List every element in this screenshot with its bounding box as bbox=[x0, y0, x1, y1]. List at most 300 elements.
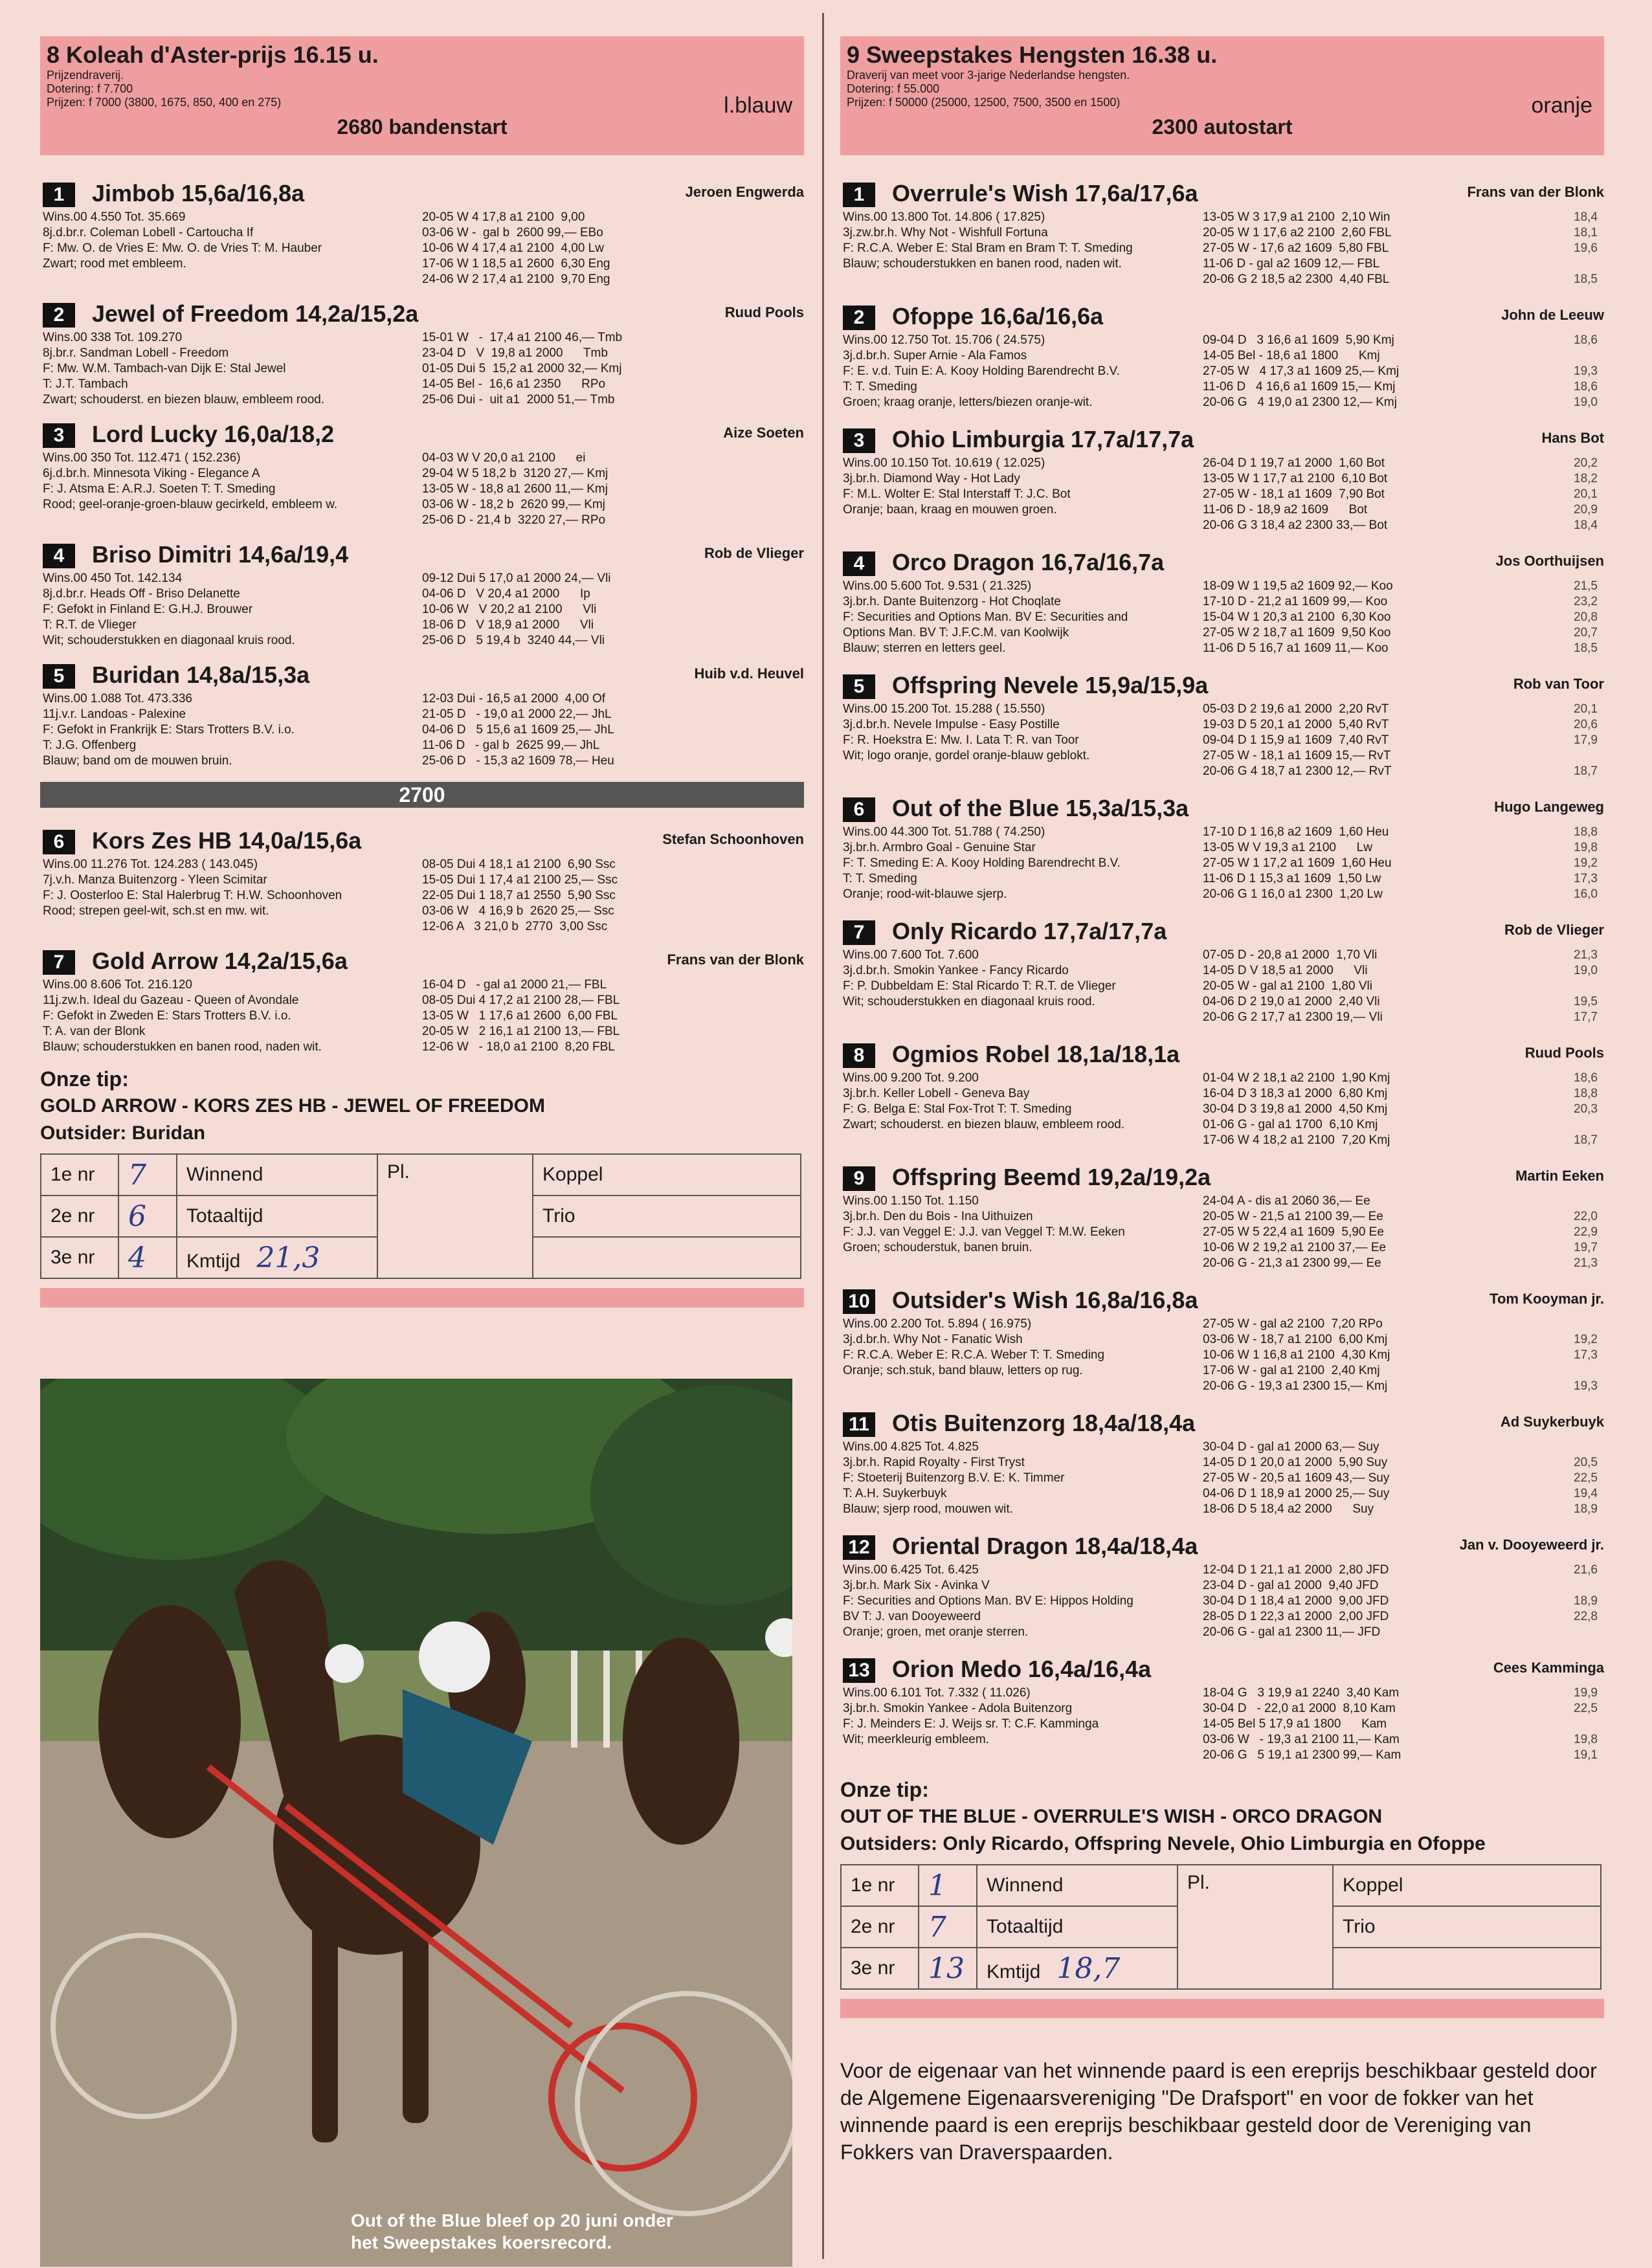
horse-entry bbox=[40, 655, 804, 775]
driver-name: Tom Kooyman jr. bbox=[1490, 1291, 1604, 1307]
speed-value: 18,6 bbox=[1574, 380, 1598, 394]
history-line: 27-05 W 4 17,3 a1 1609 25,— Kmj bbox=[1203, 364, 1400, 378]
driver-name: Hugo Langeweg bbox=[1494, 799, 1604, 815]
speed-value: 17,9 bbox=[1574, 733, 1598, 747]
driver-name: Frans van der Blonk bbox=[1467, 184, 1604, 200]
speed-value: 20,9 bbox=[1574, 503, 1598, 517]
history-line: 20-06 G - 21,3 a1 2300 99,— Ee bbox=[1203, 1256, 1381, 1270]
horse-number: 2 bbox=[843, 306, 875, 330]
horse-info bbox=[43, 857, 431, 919]
km-speeds bbox=[1574, 579, 1598, 656]
handwritten-second[interactable]: 7 bbox=[919, 1906, 977, 1948]
horse-info bbox=[843, 825, 1205, 902]
info-line: F: J.J. van Veggel E: J.J. van Veggel T: M.W. Eeken bbox=[843, 1225, 1125, 1239]
result-col-label: Winnend bbox=[177, 1154, 377, 1195]
race-history bbox=[1203, 1685, 1401, 1763]
horse-number: 11 bbox=[843, 1412, 875, 1437]
info-line: Options Man. BV T: J.F.C.M. van Koolwijk bbox=[843, 626, 1069, 639]
info-line: Rood; strepen geel-wit, sch.st en mw. wit. bbox=[43, 904, 269, 918]
driver-name: Martin Eeken bbox=[1515, 1168, 1604, 1184]
history-line: 13-05 W V 19,3 a1 2100 Lw bbox=[1203, 841, 1372, 854]
history-line: 09-12 Dui 5 17,0 a1 2000 24,— Vli bbox=[422, 572, 611, 585]
km-speeds bbox=[1574, 825, 1598, 902]
speed-value: 18,5 bbox=[1574, 272, 1598, 286]
info-line: 3j.br.h. Diamond Way - Hot Lady bbox=[843, 472, 1020, 485]
history-line: 01-04 W 2 18,1 a2 2100 1,90 Kmj bbox=[1203, 1071, 1390, 1085]
horse-number: 13 bbox=[843, 1658, 875, 1683]
history-line: 14-05 D V 18,5 a1 2000 Vli bbox=[1203, 964, 1368, 977]
history-line: 20-05 W 1 17,6 a2 2100 2,60 FBL bbox=[1203, 226, 1392, 239]
horse-number: 3 bbox=[843, 428, 875, 453]
history-line: 28-05 D 1 22,3 a1 2000 2,00 JFD bbox=[1203, 1610, 1389, 1623]
result-col-label: Totaaltijd bbox=[177, 1195, 377, 1237]
history-line: 22-05 Dui 1 18,7 a1 2550 5,90 Ssc bbox=[422, 889, 616, 902]
race-history bbox=[422, 450, 608, 528]
driver-name: Stefan Schoonhoven bbox=[662, 831, 804, 847]
info-line: T: A. van der Blonk bbox=[43, 1025, 146, 1038]
history-line: 10-06 W 4 17,4 a1 2100 4,00 Lw bbox=[422, 241, 604, 255]
info-line: 8j.d.br.r. Heads Off - Briso Delanette bbox=[43, 587, 240, 601]
speed-value: 19,7 bbox=[1574, 1241, 1598, 1254]
info-line: Oranje; sch.stuk, band blauw, letters op rug. bbox=[843, 1364, 1083, 1377]
history-line: 09-04 D 1 15,9 a1 1609 7,40 RvT bbox=[1203, 733, 1389, 747]
horse-name: Ogmios Robel 18,1a/18,1a bbox=[892, 1041, 1180, 1067]
info-line: Wins.00 1.150 Tot. 1.150 bbox=[843, 1194, 979, 1208]
km-speeds bbox=[1574, 948, 1598, 1025]
horse-number: 5 bbox=[843, 674, 875, 699]
info-line: Blauw; schouderstukken en banen rood, naden wit. bbox=[43, 1040, 322, 1054]
speed-value: 18,6 bbox=[1574, 1071, 1598, 1085]
horse-name: Offspring Beemd 19,2a/19,2a bbox=[892, 1164, 1211, 1190]
speed-value bbox=[1574, 1578, 1598, 1594]
horse-name: Orco Dragon 16,7a/16,7a bbox=[892, 549, 1165, 575]
race-conditions bbox=[47, 69, 281, 109]
history-line: 08-05 Dui 4 18,1 a1 2100 6,90 Ssc bbox=[422, 858, 616, 871]
outsider-text: Outsiders: Only Ricardo, Offspring Nevele, Ohio Limburgia en Ofoppe bbox=[840, 1833, 1486, 1854]
horse-entry bbox=[840, 1526, 1604, 1649]
race-9-column bbox=[840, 0, 1604, 2166]
speed-value: 18,8 bbox=[1574, 825, 1598, 839]
history-line: 14-05 Bel 5 17,9 a1 1800 Kam bbox=[1203, 1717, 1387, 1731]
info-line: Wins.00 338 Tot. 109.270 bbox=[43, 331, 183, 344]
horse-entry bbox=[40, 173, 804, 294]
speed-value: 20,6 bbox=[1574, 718, 1598, 731]
result-row-label: 1e nr bbox=[41, 1154, 118, 1195]
history-line: 17-06 W - gal a1 2100 2,40 Kmj bbox=[1203, 1364, 1380, 1377]
speed-value: 20,2 bbox=[1574, 456, 1598, 470]
driver-name: Huib v.d. Heuvel bbox=[694, 665, 804, 682]
info-line: Wins.00 10.150 Tot. 10.619 ( 12.025) bbox=[843, 456, 1045, 470]
speed-value: 19,0 bbox=[1574, 964, 1598, 977]
horse-number: 1 bbox=[843, 183, 875, 207]
info-line: Wins.00 350 Tot. 112.471 ( 152.236) bbox=[43, 451, 241, 465]
info-line: F: P. Dubbeldam E: Stal Ricardo T: R.T. de Vlieger bbox=[843, 979, 1116, 993]
speed-value: 18,9 bbox=[1574, 1594, 1598, 1608]
race-history bbox=[1203, 456, 1387, 533]
history-line: 13-05 W 1 17,6 a1 2600 6,00 FBL bbox=[422, 1009, 618, 1023]
info-line: 3j.d.br.h. Why Not - Fanatic Wish bbox=[843, 1333, 1023, 1346]
speed-value: 18,7 bbox=[1574, 1133, 1598, 1147]
info-line: Wit; logo oranje, gordel oranje-blauw geblokt. bbox=[843, 749, 1090, 762]
info-line: 8j.br.r. Sandman Lobell - Freedom bbox=[43, 346, 229, 360]
race-color: l.blauw bbox=[724, 93, 792, 118]
info-line: T: J.G. Offenberg bbox=[43, 739, 137, 752]
history-line: 27-05 W - gal a2 2100 7,20 RPo bbox=[1203, 1317, 1383, 1331]
horse-entry bbox=[840, 296, 1604, 419]
speed-value: 18,2 bbox=[1574, 472, 1598, 485]
speed-value: 23,2 bbox=[1574, 595, 1598, 608]
history-line: 23-04 D V 19,8 a1 2000 Tmb bbox=[422, 346, 608, 360]
history-line: 20-05 W - 21,5 a1 2100 39,— Ee bbox=[1203, 1210, 1383, 1223]
horse-name: Overrule's Wish 17,6a/17,6a bbox=[892, 180, 1198, 206]
history-line: 08-05 Dui 4 17,2 a1 2100 28,— FBL bbox=[422, 994, 620, 1007]
speed-value: 19,1 bbox=[1574, 1748, 1598, 1762]
result-col-label: Totaaltijd bbox=[977, 1906, 1178, 1948]
result-empty bbox=[1333, 1948, 1601, 1989]
race-history bbox=[422, 571, 611, 649]
info-line: F: Gefokt in Zweden E: Stars Trotters B.V. i.o. bbox=[43, 1009, 291, 1023]
speed-value: 19,3 bbox=[1574, 364, 1598, 378]
info-line: T: T. Smeding bbox=[843, 872, 917, 885]
history-line: 20-05 W 2 16,1 a1 2100 13,— FBL bbox=[422, 1025, 620, 1038]
driver-name: Ruud Pools bbox=[1524, 1045, 1604, 1061]
horse-entry bbox=[40, 414, 804, 535]
horse-entry bbox=[40, 294, 804, 414]
history-line: 16-04 D - gal a1 2000 21,— FBL bbox=[422, 978, 607, 992]
horse-info bbox=[843, 456, 1205, 518]
handwritten-first[interactable]: 1 bbox=[919, 1865, 977, 1906]
history-line: 18-06 D V 18,9 a1 2000 Vli bbox=[422, 618, 594, 632]
history-line: 30-04 D 1 18,4 a1 2000 9,00 JFD bbox=[1203, 1594, 1389, 1608]
history-line: 15-01 W - 17,4 a1 2100 46,— Tmb bbox=[422, 331, 623, 344]
speed-value: 21,6 bbox=[1574, 1563, 1598, 1577]
info-line: F: Gefokt in Finland E: G.H.J. Brouwer bbox=[43, 603, 253, 616]
speed-value bbox=[1574, 1117, 1598, 1133]
driver-name: Jeroen Engwerda bbox=[685, 184, 804, 200]
result-row-label: 3e nr bbox=[41, 1237, 118, 1278]
kmtijd-label: Kmtijd bbox=[987, 1961, 1041, 1983]
info-line: Wins.00 6.425 Tot. 6.425 bbox=[843, 1563, 979, 1577]
horse-name: Jewel of Freedom 14,2a/15,2a bbox=[92, 300, 419, 327]
history-line: 30-04 D 3 19,8 a1 2000 4,50 Kmj bbox=[1203, 1102, 1388, 1116]
driver-name: Rob van Toor bbox=[1513, 676, 1604, 692]
history-line: 11-06 D 1 15,3 a1 1609 1,50 Lw bbox=[1203, 872, 1381, 885]
info-line: F: R.C.A. Weber E: Stal Bram en Bram T: T. Smeding bbox=[843, 241, 1133, 255]
history-line: 29-04 W 5 18,2 b 3120 27,— Kmj bbox=[422, 467, 608, 480]
speed-value: 22,9 bbox=[1574, 1225, 1598, 1239]
speed-value: 18,6 bbox=[1574, 333, 1598, 347]
speed-value: 20,8 bbox=[1574, 610, 1598, 624]
history-line: 12-03 Dui - 16,5 a1 2000 4,00 Of bbox=[422, 692, 606, 706]
history-line: 25-06 D - 21,4 b 3220 27,— RPo bbox=[422, 513, 606, 527]
history-line: 04-06 D 2 19,0 a1 2000 2,40 Vli bbox=[1203, 995, 1380, 1008]
driver-name: Jos Oorthuijsen bbox=[1495, 553, 1604, 569]
info-line: Rood; geel-oranje-groen-blauw gecirkeld, embleem w. bbox=[43, 498, 338, 511]
info-line: T: J.T. Tambach bbox=[43, 377, 128, 391]
race-history bbox=[1203, 1194, 1386, 1271]
km-speeds bbox=[1574, 333, 1598, 410]
km-speeds bbox=[1574, 1685, 1598, 1763]
history-line: 19-03 D 5 20,1 a1 2000 5,40 RvT bbox=[1203, 718, 1389, 731]
speed-value: 20,7 bbox=[1574, 626, 1598, 639]
info-line: F: J. Meinders E: J. Weijs sr. T: C.F. Kamminga bbox=[843, 1717, 1099, 1731]
info-line: Wins.00 5.600 Tot. 9.531 ( 21.325) bbox=[843, 579, 1032, 593]
horse-info bbox=[43, 330, 431, 408]
info-line: F: J. Atsma E: A.R.J. Soeten T: T. Smeding bbox=[43, 482, 276, 496]
speed-value: 22,5 bbox=[1574, 1471, 1598, 1485]
speed-value: 17,3 bbox=[1574, 1348, 1598, 1362]
speed-value: 18,4 bbox=[1574, 518, 1598, 532]
history-line: 10-06 W V 20,2 a1 2100 Vli bbox=[422, 603, 597, 616]
race-history bbox=[1203, 210, 1392, 287]
history-line: 27-05 W - 18,1 a1 1609 7,90 Bot bbox=[1203, 487, 1385, 501]
history-line: 17-10 D - 21,2 a1 1609 99,— Koo bbox=[1203, 595, 1388, 608]
history-line: 09-04 D 3 16,6 a1 1609 5,90 Kmj bbox=[1203, 333, 1394, 347]
history-line: 03-06 W - 18,2 b 2620 99,— Kmj bbox=[422, 498, 606, 511]
info-line: Wins.00 12.750 Tot. 15.706 ( 24.575) bbox=[843, 333, 1045, 347]
horse-info bbox=[843, 1317, 1205, 1379]
race-history bbox=[1203, 948, 1383, 1025]
race-color: oranje bbox=[1531, 93, 1592, 118]
info-line: Groen; kraag oranje, letters/biezen oranje-wit. bbox=[843, 395, 1093, 409]
driver-name: Aize Soeten bbox=[723, 425, 804, 441]
info-line: Blauw; sjerp rood, mouwen wit. bbox=[843, 1502, 1013, 1516]
history-line: 25-06 D - 15,3 a2 1609 78,— Heu bbox=[422, 754, 614, 768]
info-line: F: E. v.d. Tuin E: A. Kooy Holding Barendrecht B.V. bbox=[843, 364, 1120, 378]
history-line: 14-05 Bel - 16,6 a1 2350 RPo bbox=[422, 377, 606, 391]
speed-value: 19,2 bbox=[1574, 856, 1598, 870]
info-line: Groen; schouderstuk, banen bruin. bbox=[843, 1241, 1032, 1254]
horse-number: 10 bbox=[843, 1289, 875, 1314]
horse-number: 3 bbox=[43, 423, 75, 448]
speed-value: 22,5 bbox=[1574, 1702, 1598, 1715]
history-line: 15-04 W 1 20,3 a1 2100 6,30 Koo bbox=[1203, 610, 1391, 624]
history-line: 20-06 G 4 19,0 a1 2300 12,— Kmj bbox=[1203, 395, 1397, 409]
speed-value: 19,4 bbox=[1574, 1487, 1598, 1500]
history-line: 20-06 G 2 18,5 a2 2300 4,40 FBL bbox=[1203, 272, 1390, 286]
info-line: Wins.00 6.101 Tot. 7.332 ( 11.026) bbox=[843, 1686, 1031, 1700]
speed-value bbox=[1574, 979, 1598, 994]
info-line: F: R.C.A. Weber E: R.C.A. Weber T: T. Smeding bbox=[843, 1348, 1105, 1362]
handwritten-kmtijd[interactable]: 21,3 bbox=[256, 1241, 320, 1274]
result-empty bbox=[533, 1237, 801, 1278]
info-line: Wins.00 15.200 Tot. 15.288 ( 15.550) bbox=[843, 702, 1045, 716]
horse-entry bbox=[840, 665, 1604, 788]
horse-entry bbox=[840, 911, 1604, 1034]
history-line: 12-06 A 3 21,0 b 2770 3,00 Ssc bbox=[422, 920, 608, 933]
history-line: 11-06 D 5 16,7 a1 1609 11,— Koo bbox=[1203, 641, 1389, 655]
speed-value: 18,8 bbox=[1574, 1087, 1598, 1100]
history-line: 04-03 W V 20,0 a1 2100 ei bbox=[422, 451, 586, 465]
speed-value: 18,5 bbox=[1574, 641, 1598, 655]
horse-name: Orion Medo 16,4a/16,4a bbox=[892, 1656, 1152, 1682]
info-line: Blauw; sterren en letters geel. bbox=[843, 641, 1006, 655]
km-speeds bbox=[1574, 210, 1598, 287]
result-table bbox=[40, 1153, 801, 1279]
info-line: Zwart; schouderst. en biezen blauw, embleem rood. bbox=[843, 1118, 1125, 1131]
horse-info bbox=[843, 1562, 1205, 1640]
result-koppel: Koppel bbox=[533, 1154, 801, 1195]
driver-name: Jan v. Dooyeweerd jr. bbox=[1459, 1537, 1604, 1553]
race-prizes: Prijzen: f 50000 (25000, 12500, 7500, 3500 en 1500) bbox=[847, 96, 1121, 109]
info-line: F: M.L. Wolter E: Stal Interstaff T: J.C. Bot bbox=[843, 487, 1071, 501]
result-pl: Pl. bbox=[377, 1154, 533, 1278]
race-8-column bbox=[40, 0, 804, 2267]
driver-name: John de Leeuw bbox=[1501, 307, 1604, 323]
horse-info bbox=[843, 579, 1205, 656]
horse-entry bbox=[40, 535, 804, 655]
footer-text: Voor de eigenaar van het winnende paard is een ereprijs beschikbaar gesteld door de Algemene Eigenaarsvereniging "De Drafsport" en voor de fokker van het winnende paard is een ereprijs beschikbaar gesteld door de Vereniging van Fokkers van Draverspaarden. bbox=[840, 2059, 1597, 2164]
info-line: T: R.T. de Vlieger bbox=[43, 618, 137, 632]
info-line: F: Gefokt in Frankrijk E: Stars Trotters B.V. i.o. bbox=[43, 723, 295, 737]
speed-value: 21,3 bbox=[1574, 948, 1598, 962]
horse-list bbox=[840, 173, 1604, 1772]
driver-name: Cees Kamminga bbox=[1493, 1660, 1604, 1676]
horse-name: Lord Lucky 16,0a/18,2 bbox=[92, 421, 335, 447]
speed-value: 21,3 bbox=[1574, 1256, 1598, 1270]
driver-name: Rob de Vlieger bbox=[704, 545, 804, 561]
info-line: Blauw; band om de mouwen bruin. bbox=[43, 754, 232, 768]
history-line: 12-06 W - 18,0 a1 2100 8,20 FBL bbox=[422, 1040, 615, 1054]
horse-entry bbox=[840, 788, 1604, 911]
info-line: Wins.00 1.088 Tot. 473.336 bbox=[43, 692, 192, 706]
info-line: 3j.zw.br.h. Why Not - Wishfull Fortuna bbox=[843, 226, 1048, 239]
horse-info bbox=[43, 210, 431, 272]
horse-name: Briso Dimitri 14,6a/19,4 bbox=[92, 541, 349, 568]
info-line: 3j.d.br.h. Super Arnie - Ala Famos bbox=[843, 349, 1027, 362]
handwritten-kmtijd[interactable]: 18,7 bbox=[1056, 1951, 1121, 1985]
race-history bbox=[1203, 1440, 1389, 1517]
driver-name: Frans van der Blonk bbox=[667, 951, 804, 968]
history-line: 05-03 D 2 19,6 a1 2000 2,20 RvT bbox=[1203, 702, 1389, 716]
pink-divider bbox=[840, 1999, 1604, 2018]
info-line: F: Securities and Options Man. BV E: Hippos Holding bbox=[843, 1594, 1133, 1608]
result-table bbox=[840, 1864, 1602, 1990]
horse-info bbox=[843, 1685, 1205, 1748]
handwritten-third[interactable]: 4 bbox=[118, 1237, 177, 1278]
history-line: 10-06 W 2 19,2 a1 2100 37,— Ee bbox=[1203, 1241, 1387, 1254]
speed-value: 19,2 bbox=[1574, 1333, 1598, 1346]
tip-block bbox=[840, 1776, 1604, 1858]
history-line: 11-06 D - gal a2 1609 12,— FBL bbox=[1203, 257, 1380, 271]
race-photo bbox=[40, 1379, 792, 2267]
history-line: 20-05 W 4 17,8 a1 2100 9,00 bbox=[422, 210, 585, 224]
result-col-label bbox=[977, 1948, 1178, 1989]
history-line: 01-06 G - gal a1 1700 6,10 Kmj bbox=[1203, 1118, 1378, 1131]
horse-number: 8 bbox=[843, 1043, 875, 1068]
history-line: 07-05 D - 20,8 a1 2000 1,70 Vli bbox=[1203, 948, 1378, 962]
result-trio: Trio bbox=[533, 1195, 801, 1237]
history-line: 16-04 D 3 18,3 a1 2000 6,80 Kmj bbox=[1203, 1087, 1388, 1100]
history-line: 20-06 G 5 19,1 a1 2300 99,— Kam bbox=[1203, 1748, 1401, 1762]
race-history bbox=[1203, 579, 1393, 656]
history-line: 18-04 G 3 19,9 a1 2240 3,40 Kam bbox=[1203, 1686, 1400, 1700]
history-line: 15-05 Dui 1 17,4 a1 2100 25,— Ssc bbox=[422, 873, 618, 887]
horse-entry bbox=[840, 1034, 1604, 1157]
race-history bbox=[1203, 702, 1392, 779]
handwritten-third[interactable]: 13 bbox=[919, 1948, 977, 1989]
result-koppel: Koppel bbox=[1333, 1865, 1601, 1906]
caption-line-1: Out of the Blue bleef op 20 juni onder bbox=[351, 2210, 673, 2230]
horse-number: 9 bbox=[843, 1166, 875, 1191]
race-history bbox=[422, 210, 610, 287]
driver-name: Ruud Pools bbox=[724, 304, 804, 320]
km-speeds bbox=[1574, 702, 1598, 779]
info-line: 3j.br.h. Rapid Royalty - First Tryst bbox=[843, 1456, 1025, 1469]
info-line: Wins.00 8.606 Tot. 216.120 bbox=[43, 978, 192, 992]
history-line: 20-06 G - gal a1 2300 11,— JFD bbox=[1203, 1625, 1381, 1639]
history-line: 12-04 D 1 21,1 a1 2000 2,80 JFD bbox=[1203, 1563, 1389, 1577]
speed-value: 22,8 bbox=[1574, 1610, 1598, 1623]
info-line: Wit; schouderstukken en diagonaal kruis rood. bbox=[43, 634, 295, 647]
horse-number: 4 bbox=[843, 551, 875, 576]
race-history bbox=[422, 977, 620, 1055]
race-history bbox=[1203, 1562, 1389, 1640]
race-history bbox=[422, 691, 614, 769]
horse-number: 1 bbox=[43, 183, 75, 207]
horse-info bbox=[43, 691, 431, 769]
horse-name: Ofoppe 16,6a/16,6a bbox=[892, 303, 1104, 329]
info-line: 3j.br.h. Keller Lobell - Geneva Bay bbox=[843, 1087, 1030, 1100]
race-history bbox=[1203, 825, 1392, 902]
info-line: Wins.00 4.550 Tot. 35.669 bbox=[43, 210, 186, 224]
horse-entry bbox=[840, 542, 1604, 665]
horse-info bbox=[843, 1440, 1205, 1517]
history-line: 03-06 W - 19,3 a1 2100 11,— Kam bbox=[1203, 1733, 1400, 1746]
info-line: Oranje; groen, met oranje sterren. bbox=[843, 1625, 1029, 1639]
info-line: Wins.00 11.276 Tot. 124.283 ( 143.045) bbox=[43, 858, 258, 871]
driver-name: Ad Suykerbuyk bbox=[1500, 1414, 1604, 1430]
history-line: 24-04 A - dis a1 2060 36,— Ee bbox=[1203, 1194, 1370, 1208]
info-line: 3j.br.h. Armbro Goal - Genuine Star bbox=[843, 841, 1036, 854]
handwritten-second[interactable]: 6 bbox=[118, 1195, 177, 1237]
info-line: F: G. Belga E: Stal Fox-Trot T: T. Smeding bbox=[843, 1102, 1072, 1116]
info-line: Zwart; schouderst. en biezen blauw, embleem rood. bbox=[43, 393, 325, 406]
handwritten-first[interactable]: 7 bbox=[118, 1154, 177, 1195]
km-speeds bbox=[1574, 1562, 1598, 1640]
horse-name: Out of the Blue 15,3a/15,3a bbox=[892, 795, 1189, 821]
history-line: 20-06 G 1 16,0 a1 2300 1,20 Lw bbox=[1203, 887, 1383, 901]
info-line: 3j.d.br.h. Smokin Yankee - Fancy Ricardo bbox=[843, 964, 1069, 977]
horse-number: 6 bbox=[43, 830, 75, 854]
history-line: 11-06 D - 18,9 a2 1609 Bot bbox=[1203, 503, 1368, 517]
race-title: 9 Sweepstakes Hengsten 16.38 u. bbox=[847, 41, 1218, 68]
horse-number: 2 bbox=[43, 303, 75, 328]
horse-info bbox=[43, 977, 431, 1055]
horse-number: 6 bbox=[843, 797, 875, 822]
speed-value bbox=[1574, 1625, 1598, 1640]
horse-entry bbox=[840, 1280, 1604, 1403]
horse-info bbox=[843, 1194, 1205, 1256]
history-line: 20-06 G - 19,3 a1 2300 15,— Kmj bbox=[1203, 1379, 1388, 1393]
history-line: 27-05 W - 17,6 a2 1609 5,80 FBL bbox=[1203, 241, 1389, 255]
history-line: 20-06 G 3 18,4 a2 2300 33,— Bot bbox=[1203, 518, 1388, 532]
history-line: 26-04 D 1 19,7 a1 2000 1,60 Bot bbox=[1203, 456, 1385, 470]
info-line: Zwart; rood met embleem. bbox=[43, 257, 186, 271]
horse-info bbox=[843, 333, 1205, 410]
info-line: F: R. Hoekstra E: Mw. I. Lata T: R. van Toor bbox=[843, 733, 1079, 747]
horse-name: Oriental Dragon 18,4a/18,4a bbox=[892, 1533, 1198, 1559]
tip-block bbox=[40, 1065, 804, 1147]
speed-value: 20,3 bbox=[1574, 1102, 1598, 1116]
horse-list bbox=[40, 173, 804, 775]
speed-value: 20,5 bbox=[1574, 1456, 1598, 1469]
history-line: 27-05 W 5 22,4 a1 1609 5,90 Ee bbox=[1203, 1225, 1384, 1239]
history-line: 14-05 Bel - 18,6 a1 1800 Kmj bbox=[1203, 349, 1380, 362]
speed-value: 18,9 bbox=[1574, 1502, 1598, 1516]
km-speeds bbox=[1574, 456, 1598, 533]
history-line: 23-04 D - gal a1 2000 9,40 JFD bbox=[1203, 1579, 1379, 1592]
